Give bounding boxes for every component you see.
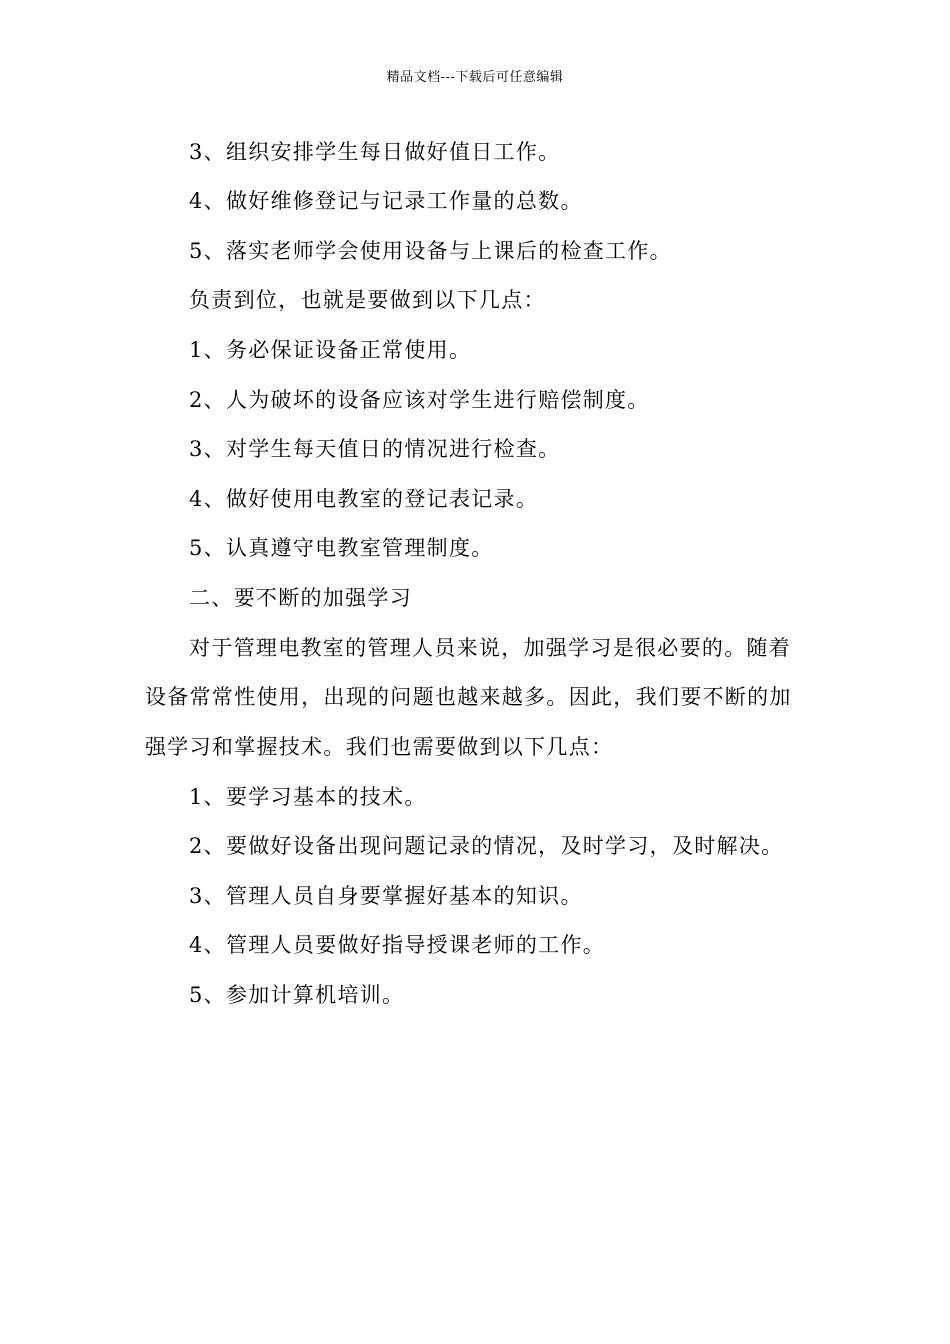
list-item: 3、组织安排学生每日做好值日工作。	[189, 140, 561, 164]
list-item: 1、要学习基本的技术。	[189, 785, 427, 809]
list-item: 4、做好使用电教室的登记表记录。	[189, 487, 539, 511]
list-item: 3、管理人员自身要掌握好基本的知识。	[189, 884, 583, 908]
list-item: 2、要做好设备出现问题记录的情况，及时学习，及时解决。	[189, 834, 784, 858]
paragraph: 负责到位，也就是要做到以下几点：	[189, 288, 546, 312]
paragraph-line: 对于管理电教室的管理人员来说，加强学习是很必要的。随着	[189, 636, 792, 660]
paragraph-line: 设备常常性使用，出现的问题也越来越多。因此，我们要不断的加	[145, 685, 792, 709]
list-item: 4、做好维修登记与记录工作量的总数。	[189, 189, 583, 213]
page-header: 精品文档---下载后可任意编辑	[386, 70, 564, 85]
paragraph-line: 强学习和掌握技术。我们也需要做到以下几点：	[145, 735, 614, 759]
list-item: 2、人为破坏的设备应该对学生进行赔偿制度。	[189, 388, 650, 412]
list-item: 5、参加计算机培训。	[189, 983, 405, 1007]
list-item: 3、对学生每天值日的情况进行检查。	[189, 437, 561, 461]
list-item: 1、务必保证设备正常使用。	[189, 338, 472, 362]
list-item: 5、认真遵守电教室管理制度。	[189, 536, 494, 560]
list-item: 4、管理人员要做好指导授课老师的工作。	[189, 933, 606, 957]
section-heading: 二、要不断的加强学习	[189, 586, 412, 610]
list-item: 5、落实老师学会使用设备与上课后的检查工作。	[189, 239, 672, 263]
